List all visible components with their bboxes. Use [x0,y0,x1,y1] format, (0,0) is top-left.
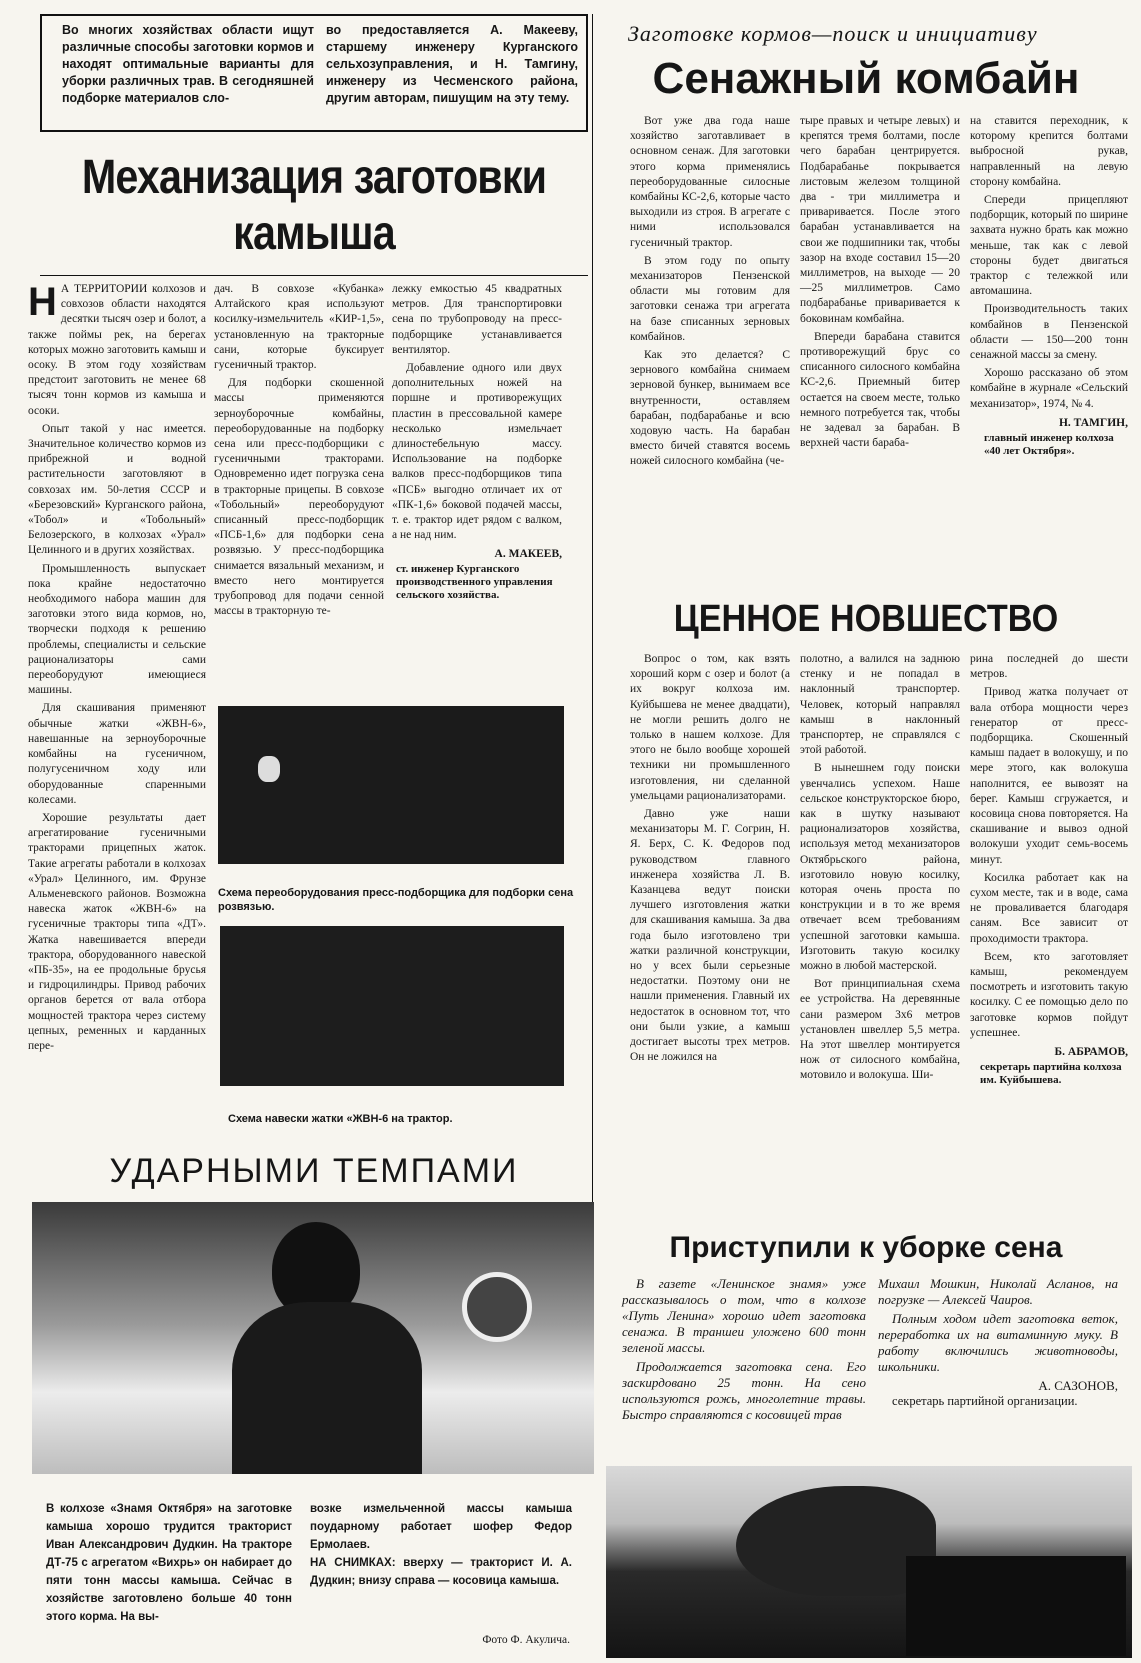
silage-col2 [800,114,960,454]
mechanization-signature-title: ст. инженер Курганского производственного управления сельского хозяйства. [396,563,553,602]
novelty-col2-paragraph: полотно, а валился на заднюю стенку и не попадал в наклонный транспортер. Человек, который направлял камыш в наклонный транспортер, не справлялся с этой работой. [800,653,960,757]
silage-col1-paragraph: Как это делается? С зернового комбайна снимаем зерновой бункер, вынимаем все внутренности, оставляем барабан, подбарабанье и всю ходовую часть. На барабан вместо бичей ставятся восемь ножей силосного комбайна (че- [630,349,790,468]
mechanization-col1-paragraph: Хорошие результаты дает агрегатирование гусеничными тракторами прицепных жаток. Такие агрегаты работали в колхозах «Урал» Целинного, им. Фрунзе Альменевского районов. Возможна навеска жаток «ЖВН-6» на гусеничные тракторы типа «ДТ». Жатка навешивается впереди трактора, оборудованного навеской «ПБ-35», на ее продольные брусья и гидроцилиндры. Привод рабочих органов берется от вала отбора мощностей трактора через систему цепных, ременных и карданных пере- [28,811,206,1052]
silage-col1 [630,114,790,473]
shock-headline: УДАРНЫМИ ТЕМПАМИ [109,1152,519,1190]
mechanization-signature-name: А. МАКЕЕВ, [494,548,562,561]
mechanization-col1-paragraph: А ТЕРРИТОРИИ колхозов и совхозов области находятся десятки тысяч озер и болот, а также поймы рек, на берегах которых можно заготовить камыш и осоку. В этом году хозяйствам предстоит заготовить не менее 68 тысяч тонн кормов из камыша и осоки. [28,283,206,417]
novelty-signature-title: секретарь партийна колхоза им. Куйбышева. [980,1061,1122,1087]
intro-bottom-rule [40,130,588,132]
novelty-col2-paragraph: Вот принципиальная схема ее устройства. На деревянные сани размером 3х6 метров установлен швеллер 5,5 метра. На этот швеллер монтируется нож от силосного комбайна, мотовило и волокуша. Ши- [800,978,960,1082]
novelty-col1-paragraph: Давно уже наши механизаторы М. Г. Согрин, Н. Я. Берх, С. К. Федоров под руководством главного инженера хозяйства Л. В. Казанцева ведут поиски лучшего изготовления жатки для скашивания камыша. За два года было изготовлено три жатки различной конструкции, но у всех были серьезные недостатки. Поэтому они не нашли применения. Главный их недостаток в основном тот, что они были узкие, а камыш достигает высоты трех метров. Он не ложился на [630,808,790,1064]
photo-credit: Фото Ф. Акулича. [482,1634,570,1646]
hay-col2-paragraph: Михаил Мошкин, Николай Асланов, на погрузке — Алексей Чаиров. [878,1276,1118,1307]
novelty-headline: ЦЕННОЕ НОВШЕСТВО [673,598,1059,640]
silage-col3-paragraph: Хорошо рассказано об этом комбайне в журнале «Сельский механизатор», 1974, № 4. [970,367,1128,410]
intro-text-col2: во предоставляется А. Макееву, старшему инженеру Курганского сельхозуправления, и Н. Тамгину, инженеру из Чесменского района, другим авторам, пишущим на эту тему. [326,23,578,105]
press-pickup-diagram-photo [218,706,564,864]
silage-col3 [970,114,1128,458]
novelty-col1 [630,652,790,1068]
silage-col2-paragraph: тыре правых и четыре левых) и крепятся тремя болтами, после чего барабан центрируется. Подбарабанье покрывается листовым железом толщиной два - три миллиметра и приваривается. После этого барабан устанавливается на свои же подшипники так, чтобы зазор на входе составил 15—20 миллиметров, на выходе — 20—25 миллиметров. Само подбарабанье приваривается к боковинам комбайна. [800,115,960,325]
hay-signature-title: секретарь партийной организации. [892,1394,1078,1408]
hay-col1-paragraph: В газете «Ленинское знамя» уже рассказывалось о том, что в колхозе «Путь Ленина» хорошо идет заготовка сенажа. В траншеи уложено 600 тонн зеленой массы. [622,1276,866,1355]
silage-col3-paragraph: Спереди прицепляют подборщик, который по ширине захвата нужно брать как можно меньше, так как с левой стороны будет двигаться трактор с тележкой или автомашина. [970,194,1128,298]
novelty-col2 [800,652,960,1087]
tractor-driver-photo [32,1202,594,1474]
silage-col1-paragraph: Вот уже два года наше хозяйство заготавливает в основном сенаж. Для заготовки этого корма применялись переоборудованные силосные комбайны КС-2,6, которые часто выходили из строя. В агрегате с ними использовался гусеничный трактор. [630,115,790,249]
mowing-reed-photo [606,1466,1132,1658]
driver-body [232,1302,422,1474]
mechanization-dropcap: Н [28,280,57,324]
intro-top-rule [40,14,588,16]
diagram2-caption: Схема навески жатки «ЖВН-6 на трактор. [228,1113,453,1125]
mechanization-col3-paragraph: лежку емкостью 45 квадратных метров. Для транспортировки сена по трубопроводу на пресс-подборщике устанавливается вентилятор. [392,283,562,356]
novelty-col2-paragraph: В нынешнем году поиски увенчались успехом. Наше сельское конструкторское бюро, как в шутку называют рационализаторов хозяйства, используя метод механизаторов Октябрьского района, изготовило новую косилку, которая очень проста по конструкции и в то же время отвечает всем требованиям успешной заготовки камыша. Изготовить такую косилку можно в любой мастерской. [800,762,960,973]
hay-signature-name: А. САЗОНОВ, [1038,1378,1118,1393]
novelty-col1-paragraph: Вопрос о том, как взять хороший корм с озер и болот (а их вокруг колхоза им. Куйбышева не менее двадцати), не могли решить долго не только в нашем колхозе. Для этого не было вообще хорошей техники ни промышленного изготовления, ни сделанной умельцами рационализаторами. [630,653,790,802]
mechanization-col1-paragraph: Для скашивания применяют обычные жатки «ЖВН-6», навешанные на зерноуборочные комбайны на гусеничном, полугусеничном ходу или оборудованные спаренными колесами. [28,702,206,806]
shock-col2 [310,1500,572,1590]
hay-col1 [622,1276,866,1426]
mechanization-col2-paragraph: дач. В совхозе «Кубанка» Алтайского края используют косилку-измельчитель «КИР-1,5», установленную на тракторные сани, которые буксирует гусеничный трактор. [214,283,384,372]
diagram1-caption: Схема переоборудования пресс-подборщика для подборки сена розвязью. [218,887,574,913]
silage-col3-paragraph: Производительность таких комбайнов в Пензенской области — 150—200 тонн сенажной массы за смену. [970,303,1128,362]
hay-col1-paragraph: Продолжается заготовка сена. Его заскирдовано 25 тонн. На сено используются рожь, многолетние травы. Быстро справляются с косовицей трав [622,1359,866,1422]
novelty-col3-paragraph: Привод жатка получает от вала отбора мощности через генератор от пресс-подборщика. Скошенный камыш падает в волокушу, и по мере этого, как волокуша наполнится, ее вывозят на берег. Камыш сгружается, и косовица снова повторяется. На скашивание и вывоз одной волокуши уходит семь-восемь минут. [970,686,1128,866]
intro-left-rule [40,14,42,132]
photo-caption-label: НА СНИМКАХ: [310,1557,396,1569]
novelty-signature-name: Б. АБРАМОВ, [1054,1046,1128,1059]
intro-text-col1: Во многих хозяйствах области ищут различные способы заготовки кормов и находят оптимальные варианты для уборки различных трав. В сегодняшней подборке материалов сло- [62,23,314,105]
photo-caption-text: вверху — тракторист И. А. Дудкин; внизу справа — косовица камыша. [310,1557,572,1587]
silage-headline: Сенажный комбайн [652,54,1080,103]
intro-right-rule [586,14,588,132]
mechanization-headline: Механизация заготовки камыша [81,151,547,260]
novelty-col3-paragraph: Косилка работает как на сухом месте, так и в воде, сама не проваливается благодаря саням. Все зависит от проходимости трактора. [970,871,1128,945]
silage-signature-name: Н. ТАМГИН, [1058,416,1128,429]
mechanization-col2-paragraph: Для подборки скошенной массы применяются зерноуборочные комбайны, переоборудованные на подборку сена или пресс-подборщики с гусеничными тракторами. Одновременно идет погрузка сена в тракторные прицепы. В совхозе «Тобольный» переоборудуют списанный пресс-подборщик «ПСБ-1,6» для подборки сена розвязью. У пресс-подборщика снимается вязальный механизм, и вместо него монтируется трубопровод для подачи сенной массы в тракторную те- [214,377,384,618]
novelty-col3 [970,652,1128,1087]
shock-col2-text: возке измельченной массы камыша поударному работает шофер Федор Ермолаев. [310,1503,572,1551]
mechanization-col2 [214,282,384,622]
novelty-col3-paragraph: Всем, кто заготовляет камыш, рекомендуем посмотреть и изготовить такую косилку. С ее помощью дело по заготовке кормов пойдут успешнее. [970,950,1128,1039]
mechanization-rule [40,275,588,276]
silage-signature-title: главный инженер колхоза «40 лет Октября». [984,431,1114,457]
center-divider [592,14,593,1226]
silage-col3-paragraph: на ставится переходник, к которому крепится болтами выбросной рукав, направленный на левую сторону комбайна. [970,115,1128,188]
mechanization-col1-paragraph: Опыт такой у нас имеется. Значительное количество кормов из прибрежной и водной растительности заготовляют в совхозах им. 50-летия СССР и «Березовский» Курганского района, «Тобол» и «Тобольный» Белозерского, в колхозах «Урал» Целинного и в других хозяйствах. [28,422,206,557]
tractor-headlight [462,1272,532,1342]
hay-headline: Приступили к уборке сена [669,1231,1063,1264]
silage-kicker: Заготовке кормов—поиск и инициативу [628,21,1038,46]
hay-col2-paragraph: Полным ходом идет заготовка веток, переработка их на витаминную муку. В работу включились животноводы, школьники. [878,1311,1118,1374]
silage-col2-paragraph: Впереди барабана ставится противорежущий брус со списанного силосного комбайна КС-2,6. Приемный битер остается на своем месте, только немного потребуется так, чтобы не задевал за барабан. В верхней части бараба- [800,330,960,450]
hay-col2 [878,1276,1118,1408]
harvester-machine [906,1556,1126,1656]
diagram-highlight [258,756,280,782]
mechanization-col1 [28,282,206,1057]
novelty-col3-paragraph: рина последней до шести метров. [970,653,1128,681]
mechanization-col1-paragraph: Промышленность выпускает пока крайне недостаточно необходимого набора машин для заготовки этого вида кормов, но, творчески подходя к решению проблемы, специалисты и сельские рационализаторы сами переоборудуют имеющиеся машины. [28,562,206,697]
mechanization-col3-paragraph: Добавление одного или двух дополнительных ножей на поршне и противорежущих пластин в прессовальной камере несколько измельчает длиностебельную массу. Использование на подборке валков пресс-подборщиков типа «ПСБ» выгодно отличает их от «ПК-1,6» боковой подачей массы, т. е. трактор идет рядом с валком, а не над ним. [392,362,562,542]
mower-attachment-diagram-photo [220,926,564,1086]
mechanization-col3 [392,282,562,602]
shock-col1: В колхозе «Знамя Октября» на заготовке камыша хорошо трудится тракторист Иван Александрович Дудкин. На тракторе ДТ-75 с агрегатом «Вихрь» он набирает до пяти тонн массы камыша. Сейчас в хозяйстве заготовлено больше 40 тонн этого корма. На вы- [46,1503,292,1623]
silage-col1-paragraph: В этом году по опыту механизаторов Пензенской области мы готовим для заготовки сенажа три агрегата на базе списанных зерновых комбайнов. [630,254,790,343]
